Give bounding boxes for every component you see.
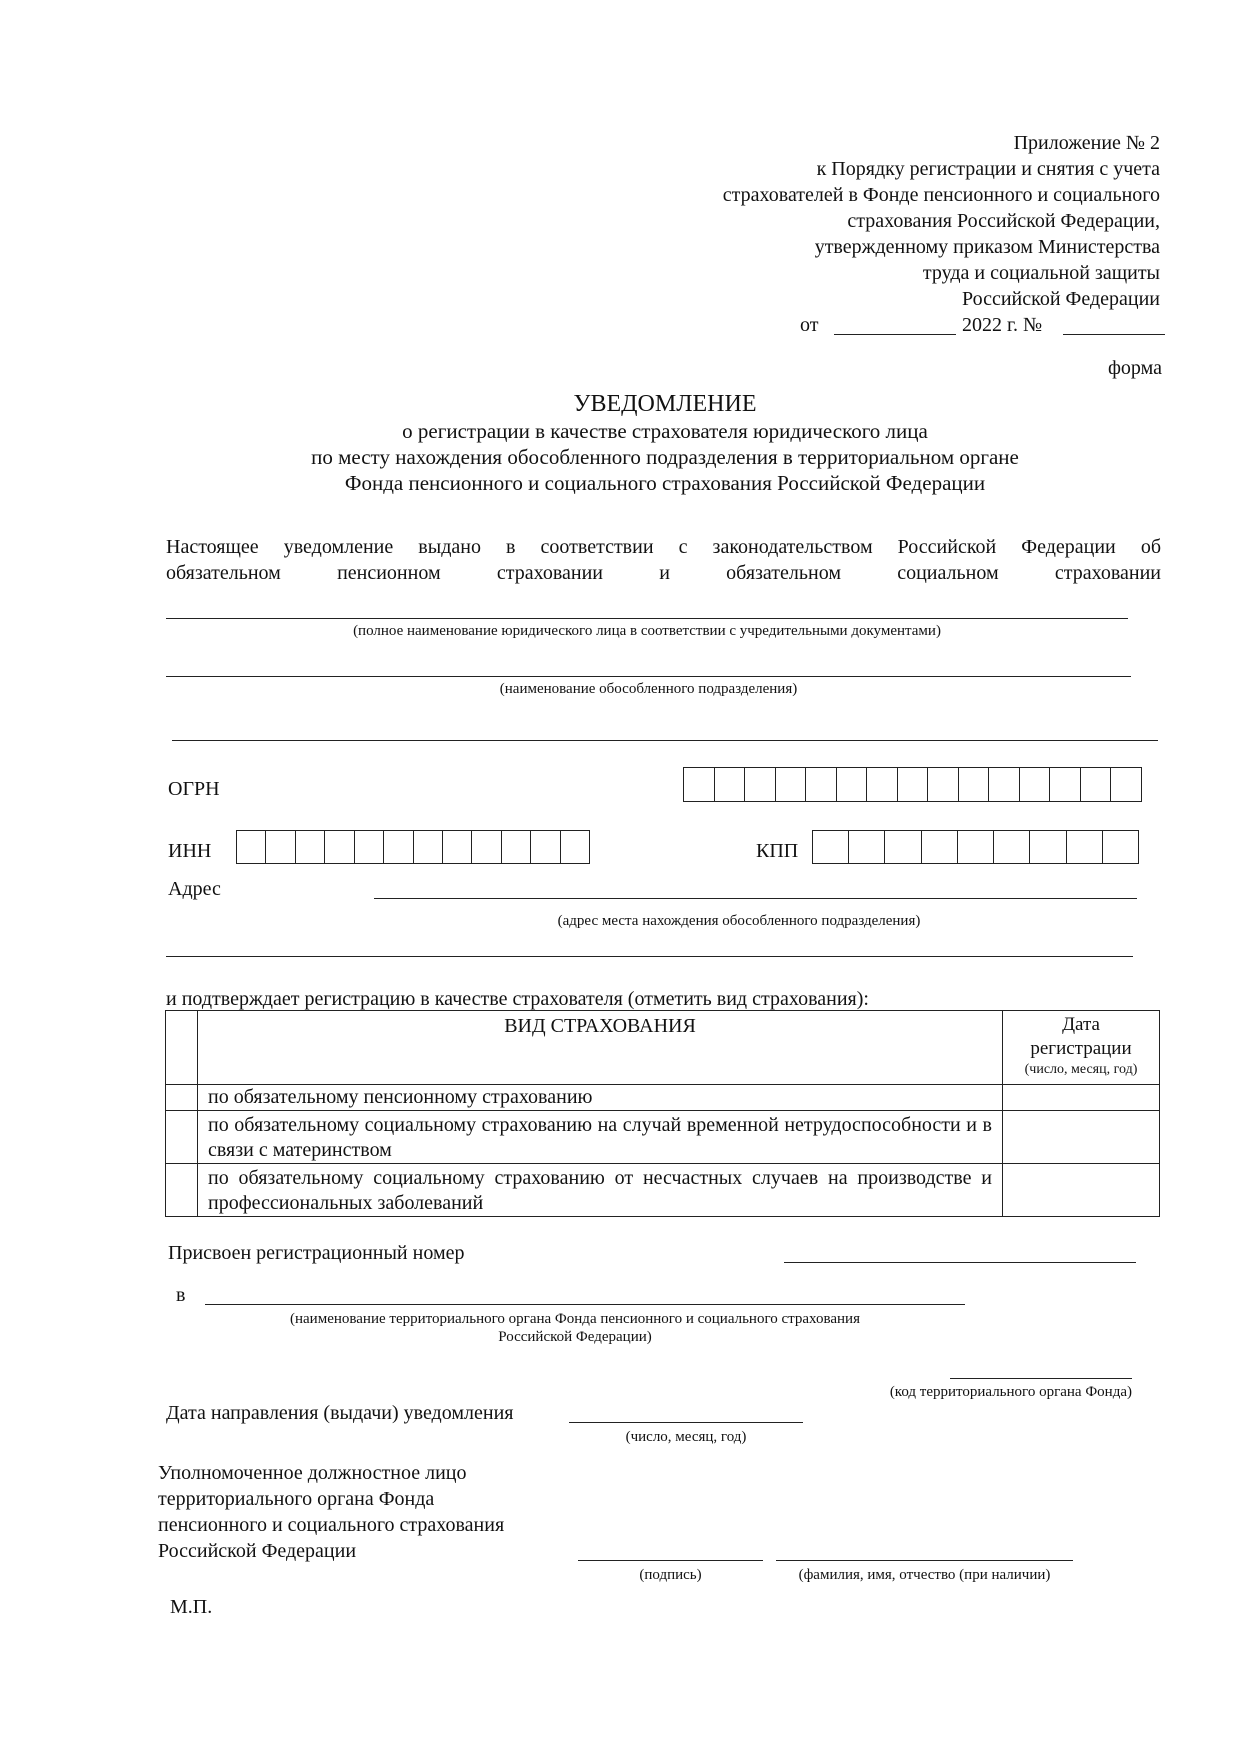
confirm-text: и подтверждает регистрацию в качестве страхователя (отметить вид страхования): bbox=[166, 988, 869, 1010]
row-type-cell bbox=[198, 1111, 1003, 1164]
row-type: по обязательному социальному страхованию на случай временной нетрудоспособности и в связи с материнством bbox=[208, 1114, 992, 1161]
dispatch-date-field[interactable] bbox=[569, 1422, 803, 1423]
appendix-date-row bbox=[800, 312, 1165, 338]
kpp-cell[interactable] bbox=[885, 831, 921, 863]
full-name-field[interactable] bbox=[776, 1560, 1073, 1561]
kpp-cell[interactable] bbox=[958, 831, 994, 863]
intro-text bbox=[166, 534, 1161, 586]
row-checkbox[interactable] bbox=[166, 1111, 198, 1164]
header-type: ВИД СТРАХОВАНИЯ bbox=[504, 1015, 696, 1037]
row-date[interactable] bbox=[1003, 1164, 1160, 1217]
dispatch-label: Дата направления (выдачи) уведомления bbox=[166, 1402, 514, 1424]
inn-cell[interactable] bbox=[266, 831, 295, 863]
inn-cell[interactable] bbox=[414, 831, 443, 863]
insurance-table bbox=[165, 1010, 1160, 1217]
ogrn-cell[interactable] bbox=[837, 768, 868, 801]
inn-cell[interactable] bbox=[237, 831, 266, 863]
appendix-line: страхователей в Фонде пенсионного и социального bbox=[722, 184, 1160, 206]
table-row bbox=[166, 1111, 1160, 1164]
subdivision-field[interactable] bbox=[166, 676, 1131, 677]
subtitle-line: Фонда пенсионного и социального страхования Российской Федерации bbox=[344, 471, 986, 495]
row-checkbox[interactable] bbox=[166, 1085, 198, 1111]
legal-entity-field[interactable] bbox=[166, 618, 1128, 619]
header-type-cell bbox=[198, 1011, 1003, 1085]
inn-cell[interactable] bbox=[325, 831, 354, 863]
form-label: форма bbox=[1107, 357, 1162, 379]
inn-cell[interactable] bbox=[443, 831, 472, 863]
subtitle-line: по месту нахождения обособленного подразделения в территориальном органе bbox=[311, 445, 1019, 469]
kpp-cells[interactable] bbox=[812, 830, 1139, 864]
ogrn-cell[interactable] bbox=[867, 768, 898, 801]
appendix-line: страхования Российской Федерации, bbox=[847, 210, 1160, 232]
inn-cell[interactable] bbox=[502, 831, 531, 863]
row-checkbox[interactable] bbox=[166, 1164, 198, 1217]
fund-code-caption: (код территориального органа Фонда) bbox=[889, 1384, 1132, 1400]
dispatch-caption: (число, месяц, год) bbox=[625, 1429, 747, 1445]
fund-name-field[interactable] bbox=[205, 1304, 965, 1305]
ogrn-cell[interactable] bbox=[959, 768, 990, 801]
appendix-line: к Порядку регистрации и снятия с учета bbox=[816, 158, 1160, 180]
header-date-3: (число, месяц, год) bbox=[1024, 1062, 1138, 1077]
title-block bbox=[0, 390, 1240, 418]
inn-cell[interactable] bbox=[531, 831, 560, 863]
ogrn-label: ОГРН bbox=[168, 778, 220, 800]
address-label: Адрес bbox=[168, 878, 221, 900]
ogrn-cell[interactable] bbox=[806, 768, 837, 801]
header-date-2: регистрации bbox=[1030, 1038, 1132, 1059]
ogrn-cell[interactable] bbox=[684, 768, 715, 801]
table-header-row bbox=[166, 1011, 1160, 1085]
table-row bbox=[166, 1085, 1160, 1111]
row-type: по обязательному социальному страхованию от несчастных случаев на производстве и профессиональных заболеваний bbox=[208, 1167, 992, 1214]
official-line: Российской Федерации bbox=[158, 1540, 357, 1562]
header-date-cell bbox=[1003, 1011, 1160, 1085]
intro-line: Настоящее уведомление выдано в соответствии с законодательством Российской Федерации об bbox=[166, 536, 1161, 558]
row-date[interactable] bbox=[1003, 1085, 1160, 1111]
ogrn-cell[interactable] bbox=[715, 768, 746, 801]
appendix-date-blank[interactable] bbox=[834, 334, 956, 335]
kpp-cell[interactable] bbox=[813, 831, 849, 863]
stamp-label: М.П. bbox=[170, 1596, 213, 1618]
fund-caption-line: (наименование территориального органа Фонда пенсионного и социального страхования bbox=[290, 1311, 860, 1327]
subtitle-line: о регистрации в качестве страхователя юридического лица bbox=[402, 419, 928, 443]
appendix-line: Приложение № 2 bbox=[1013, 132, 1160, 154]
legal-entity-caption: (полное наименование юридического лица в соответствии с учредительными документами) bbox=[353, 623, 941, 639]
registration-number-field[interactable] bbox=[784, 1262, 1136, 1263]
kpp-cell[interactable] bbox=[1030, 831, 1066, 863]
ogrn-cell[interactable] bbox=[1050, 768, 1081, 801]
appendix-line: труда и социальной защиты bbox=[922, 262, 1160, 284]
ogrn-cell[interactable] bbox=[745, 768, 776, 801]
kpp-label: КПП bbox=[756, 840, 799, 862]
ogrn-cell[interactable] bbox=[776, 768, 807, 801]
kpp-cell[interactable] bbox=[849, 831, 885, 863]
page-title: УВЕДОМЛЕНИЕ bbox=[573, 391, 757, 417]
extra-line-field[interactable] bbox=[172, 740, 1158, 741]
ogrn-cell[interactable] bbox=[1111, 768, 1141, 801]
in-prefix: в bbox=[176, 1284, 186, 1306]
appendix-number-blank[interactable] bbox=[1063, 334, 1165, 335]
date-prefix: от bbox=[800, 314, 819, 336]
signature-field[interactable] bbox=[578, 1560, 763, 1561]
ogrn-cell[interactable] bbox=[928, 768, 959, 801]
fund-code-field[interactable] bbox=[950, 1378, 1132, 1379]
registration-label: Присвоен регистрационный номер bbox=[168, 1242, 465, 1264]
ogrn-cell[interactable] bbox=[1081, 768, 1112, 801]
appendix-line: утвержденному приказом Министерства bbox=[814, 236, 1160, 258]
official-block bbox=[158, 1460, 504, 1564]
intro-line: обязательном пенсионном страховании и обязательном социальном страховании bbox=[166, 562, 1161, 584]
inn-cells[interactable] bbox=[236, 830, 590, 864]
full-name-caption: (фамилия, имя, отчество (при наличии) bbox=[798, 1567, 1051, 1583]
official-line: территориального органа Фонда bbox=[158, 1488, 435, 1510]
address-field[interactable] bbox=[374, 898, 1137, 899]
ogrn-cell[interactable] bbox=[1020, 768, 1051, 801]
fund-caption-line: Российской Федерации) bbox=[498, 1329, 652, 1345]
appendix-line: Российской Федерации bbox=[961, 288, 1160, 310]
inn-cell[interactable] bbox=[355, 831, 384, 863]
kpp-cell[interactable] bbox=[1103, 831, 1138, 863]
kpp-cell[interactable] bbox=[994, 831, 1030, 863]
row-type-cell bbox=[198, 1164, 1003, 1217]
row-type: по обязательному пенсионному страхованию bbox=[208, 1086, 593, 1108]
kpp-cell[interactable] bbox=[1067, 831, 1103, 863]
signature-caption: (подпись) bbox=[639, 1567, 702, 1583]
subtitle-block bbox=[0, 418, 1240, 496]
official-line: пенсионного и социального страхования bbox=[158, 1514, 505, 1536]
address-caption: (адрес места нахождения обособленного подразделения) bbox=[557, 913, 921, 929]
ogrn-cell[interactable] bbox=[898, 768, 929, 801]
inn-label: ИНН bbox=[168, 840, 212, 862]
ogrn-cells[interactable] bbox=[683, 767, 1142, 802]
inn-cell[interactable] bbox=[561, 831, 589, 863]
row-date[interactable] bbox=[1003, 1111, 1160, 1164]
inn-cell[interactable] bbox=[296, 831, 325, 863]
inn-cell[interactable] bbox=[472, 831, 501, 863]
table-row bbox=[166, 1164, 1160, 1217]
address-field-2[interactable] bbox=[166, 956, 1133, 957]
kpp-cell[interactable] bbox=[922, 831, 958, 863]
header-date-1: Дата bbox=[1062, 1014, 1100, 1035]
inn-cell[interactable] bbox=[384, 831, 413, 863]
subdivision-caption: (наименование обособленного подразделения) bbox=[499, 681, 798, 697]
header-mark-cell bbox=[166, 1011, 198, 1085]
official-line: Уполномоченное должностное лицо bbox=[158, 1462, 467, 1484]
ogrn-cell[interactable] bbox=[989, 768, 1020, 801]
date-year: 2022 г. № bbox=[962, 314, 1043, 336]
row-type-cell bbox=[198, 1085, 1003, 1111]
fund-name-caption bbox=[205, 1310, 945, 1346]
appendix-block bbox=[460, 130, 1160, 312]
